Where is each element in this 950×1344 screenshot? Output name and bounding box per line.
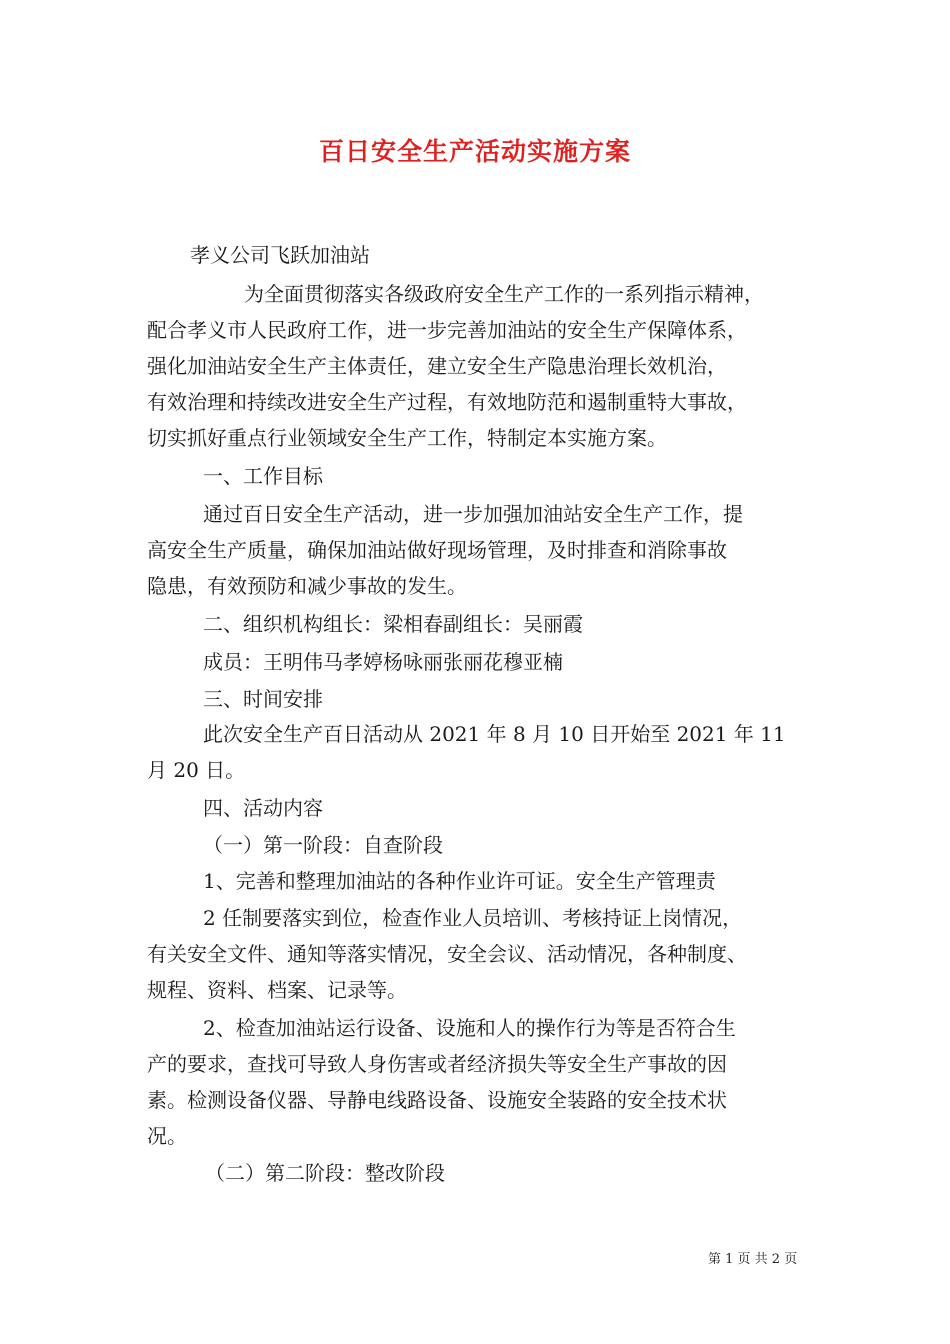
paragraph-line: 2 任制要落实到位，检查作业人员培训、考核持证上岗情况， <box>203 906 743 930</box>
intro-line: 切实抓好重点行业领域安全生产工作，特制定本实施方案。 <box>147 426 667 450</box>
section-heading: 四、活动内容 <box>203 796 323 820</box>
paragraph-line: 况。 <box>147 1124 187 1148</box>
paragraph-line: 通过百日安全生产活动，进一步加强加油站安全生产工作，提 <box>203 502 743 526</box>
paragraph-line: 月 20 日。 <box>147 758 246 782</box>
intro-line: 强化加油站安全生产主体责任，建立安全生产隐患治理长效机治， <box>147 354 727 378</box>
paragraph-line: 产的要求，查找可导致人身伤害或者经济损失等安全生产事故的因 <box>147 1052 727 1076</box>
paragraph-line: 规程、资料、档案、记录等。 <box>147 978 407 1002</box>
section-heading: 三、时间安排 <box>203 687 323 711</box>
intro-line: 配合孝义市人民政府工作，进一步完善加油站的安全生产保障体系， <box>147 318 747 342</box>
paragraph-line: 2、检查加油站运行设备、设施和人的操作行为等是否符合生 <box>203 1016 736 1040</box>
organization-name: 孝义公司飞跃加油站 <box>190 243 370 267</box>
page-title: 百日安全生产活动实施方案 <box>318 137 631 166</box>
section-heading: 一、工作目标 <box>203 464 323 488</box>
paragraph-line: 隐患，有效预防和减少事故的发生。 <box>147 574 467 598</box>
section-heading: 二、组织机构组长：梁相春副组长：吴丽霞 <box>203 612 583 636</box>
intro-line: 有效治理和持续改进安全生产过程，有效地防范和遏制重特大事故， <box>147 390 747 414</box>
paragraph-line: 素。检测设备仪器、导静电线路设备、设施安全装路的安全技术状 <box>147 1088 727 1112</box>
members-line: 成员：王明伟马孝婷杨咏丽张丽花穆亚楠 <box>203 650 563 674</box>
paragraph-line: 有关安全文件、通知等落实情况，安全会议、活动情况，各种制度、 <box>147 942 747 966</box>
paragraph-line: 高安全生产质量，确保加油站做好现场管理，及时排查和消除事故 <box>147 538 727 562</box>
page-number: 第 1 页 共 2 页 <box>708 1252 798 1267</box>
paragraph-line: 此次安全生产百日活动从 2021 年 8 月 10 日开始至 2021 年 11 <box>203 722 786 746</box>
subsection-heading: （二）第二阶段：整改阶段 <box>205 1161 445 1185</box>
subsection-heading: （一）第一阶段：自查阶段 <box>203 833 443 857</box>
intro-line: 为全面贯彻落实各级政府安全生产工作的一系列指示精神， <box>244 282 764 306</box>
paragraph-line: 1、完善和整理加油站的各种作业许可证。安全生产管理责 <box>203 869 716 893</box>
